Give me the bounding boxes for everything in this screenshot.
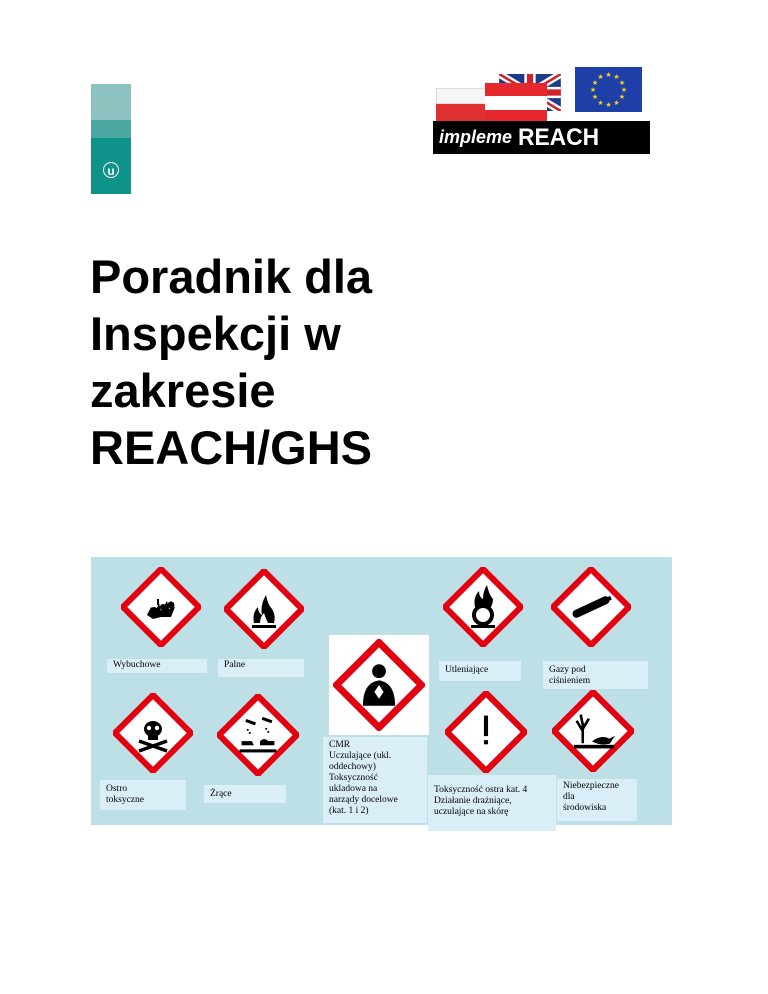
svg-text:★: ★ bbox=[591, 93, 599, 101]
svg-text:★: ★ bbox=[597, 99, 604, 107]
explosive-pictogram-icon bbox=[121, 567, 201, 647]
label-environment: Niebezpieczne dla środowiska bbox=[557, 779, 637, 821]
label-corrosive: Żrące bbox=[204, 785, 286, 803]
page-title bbox=[90, 248, 510, 476]
oxidizing-pictogram-icon bbox=[443, 567, 523, 647]
svg-text:★: ★ bbox=[618, 93, 626, 101]
exclamation-pictogram-icon bbox=[445, 691, 527, 773]
corrosive-pictogram-icon bbox=[217, 694, 299, 776]
health-hazard-pictogram-icon bbox=[333, 639, 425, 731]
svg-text:★: ★ bbox=[589, 86, 597, 94]
brand-suffix: REACH bbox=[518, 123, 600, 151]
label-toxic: Ostro toksyczne bbox=[100, 780, 186, 810]
skull-pictogram-icon bbox=[113, 693, 193, 773]
gas-cylinder-pictogram-icon bbox=[551, 567, 631, 647]
svg-text:★: ★ bbox=[613, 99, 620, 107]
label-cmr: CMR Uczulające (ukl. oddechowy) Toksyczność ukladowa na narządy docelowe (kat. 1 i 2) bbox=[323, 737, 427, 823]
svg-text:★: ★ bbox=[605, 71, 612, 79]
eu-flag-icon bbox=[575, 67, 642, 112]
title-line: zakresie bbox=[90, 364, 276, 417]
austria-flag-icon bbox=[485, 83, 547, 123]
label-oxidizing: Utleniające bbox=[439, 661, 521, 681]
flammable-pictogram-icon bbox=[224, 569, 304, 649]
brand-prefix: impleme bbox=[439, 127, 513, 147]
label-harmful: Toksyczność ostra kat. 4 Działanie drażniące, uczulające na skórę bbox=[428, 775, 556, 831]
svg-text:★: ★ bbox=[591, 79, 599, 87]
svg-text:★: ★ bbox=[605, 101, 612, 109]
poland-flag-icon bbox=[436, 88, 486, 121]
label-gas: Gazy pod ciśnieniem bbox=[543, 661, 648, 689]
title-line: REACH/GHS bbox=[90, 421, 373, 474]
title-line: Poradnik dla bbox=[90, 250, 373, 303]
svg-text:★: ★ bbox=[613, 73, 620, 81]
umweltbundesamt-logo bbox=[91, 84, 131, 194]
svg-text:★: ★ bbox=[620, 86, 628, 94]
logo-letter: u bbox=[103, 162, 119, 178]
environment-pictogram-icon bbox=[552, 690, 634, 772]
label-explosive: Wybuchowe bbox=[107, 659, 207, 673]
svg-text:★: ★ bbox=[597, 73, 604, 81]
label-flammable: Palne bbox=[218, 659, 304, 677]
implement-reach-logo bbox=[433, 121, 650, 154]
svg-text:★: ★ bbox=[618, 79, 626, 87]
title-line: Inspekcji w bbox=[90, 307, 341, 360]
ghs-pictogram-panel bbox=[91, 557, 672, 825]
